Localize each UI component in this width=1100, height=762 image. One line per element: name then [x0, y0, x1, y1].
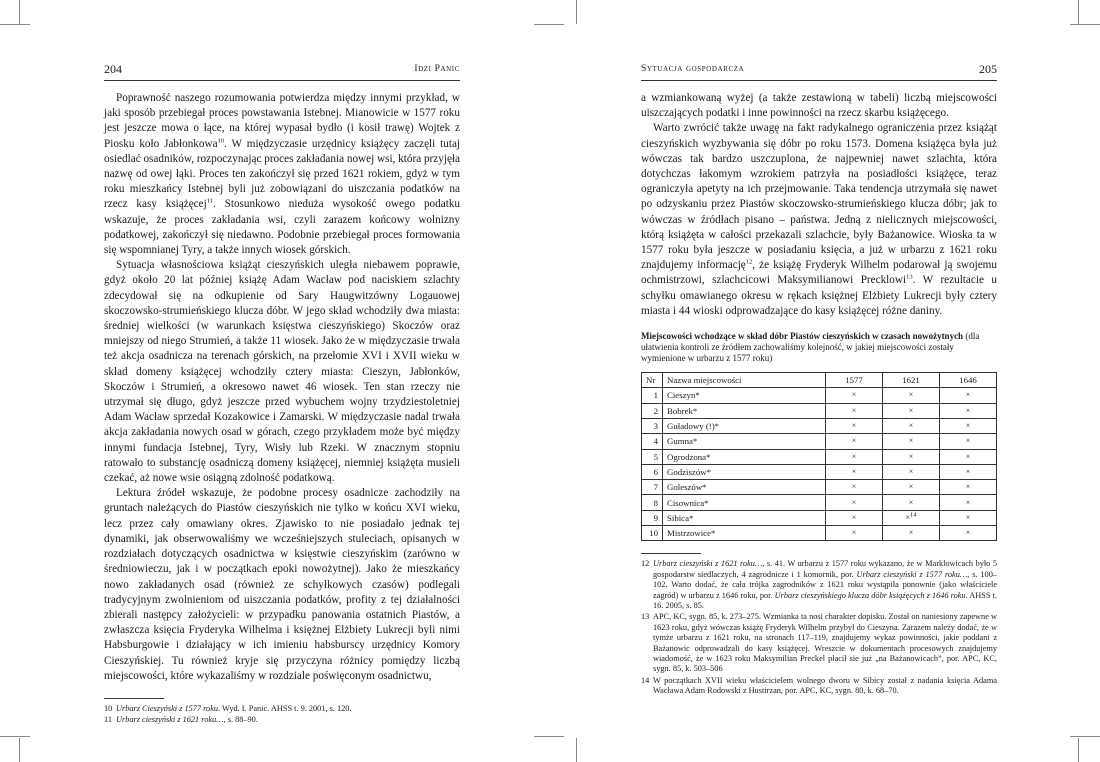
place-name: Ogrodzona* [663, 449, 826, 464]
mark-1577: × [826, 480, 883, 495]
paragraph: Sytuacja własnościowa książąt cieszyńskich uległa niebawem poprawie, gdyż około 20 lat później książę Adam Wacław pod naciskiem szlachty zdecydował się na odkupienie od Sary Haugwitzówny Logauowej skoczowsko-strumieńskiego klucza dóbr. W jego skład wchodziły dwa miasta: średniej wielkości (w warunkach księstwa cieszyńskiego) Skoczów oraz mniejszy od niego Strumień, a także 11 wiosek. Jako że w międzyczasie trwała też akcja osadnicza na terenach górskich, na przełomie XVI i XVII wieku w skład domeny książęcej wchodziły cztery miasta: Cieszyn, Jabłonków, Skoczów i Strumień, a okresowo nawet 46 wiosek. Ten stan rzeczy nie utrzymał się długo, gdyż jeszcze przed wybuchem wojny trzydziestoletniej Adam Wacław sprzedał Kozakowice i Zamarski. W międzyczasie nadal trwała akcja zakładania nowych osad w górach, czego przykładem może być między innymi fundacja Istebnej, Tyry, Wisły lub Rzeki. W znacznym stopniu ratowało to substancję osadniczą domeny książęcej, niemniej książęta musieli czekać, aż nowe wsie osiągną zdolność podatkową. [104, 259, 460, 485]
table-row [642, 526, 997, 541]
mark-1577: × [826, 418, 883, 433]
crop-mark [19, 0, 20, 24]
mark-1577: × [826, 434, 883, 449]
crop-mark [534, 24, 564, 25]
row-number: 4 [642, 434, 663, 449]
crop-mark [0, 736, 30, 737]
place-name: Bobrek* [663, 403, 826, 418]
mark-1621: × [883, 464, 940, 479]
page-body [104, 91, 460, 684]
crop-mark [0, 24, 30, 25]
mark-1621: ×$^{14}$ [883, 510, 940, 525]
footnote-ref: 13 [906, 273, 913, 281]
column-header: 1646 [940, 373, 997, 388]
footnote-rule [104, 698, 164, 699]
row-number: 1 [642, 388, 663, 403]
table-row [642, 449, 997, 464]
row-number: 6 [642, 464, 663, 479]
crop-mark [19, 738, 20, 762]
table-row [642, 464, 997, 479]
mark-1646: × [940, 434, 997, 449]
running-head: Idzi Panic [414, 64, 460, 74]
mark-1646: × [940, 495, 997, 510]
table-row [642, 403, 997, 418]
running-head: Sytuacja gospodarcza [641, 64, 745, 74]
footnote: 11 Urbarz cieszyński z 1621 roku…, s. 88–90. [104, 715, 258, 725]
footnote-ref: 11 [206, 197, 213, 205]
mark-1646: × [940, 418, 997, 433]
mark-1577: × [826, 388, 883, 403]
page-header [104, 62, 460, 81]
row-number: 5 [642, 449, 663, 464]
mark-1646: × [940, 464, 997, 479]
page-header [641, 62, 997, 81]
table-header-row [642, 373, 997, 388]
mark-1646: × [940, 510, 997, 525]
place-name: Gumna* [663, 434, 826, 449]
mark-1646: × [940, 480, 997, 495]
mark-1577: × [826, 495, 883, 510]
table-row [642, 480, 997, 495]
table-row [642, 434, 997, 449]
row-number: 9 [642, 510, 663, 525]
page-number: 205 [979, 62, 997, 76]
row-number: 3 [642, 418, 663, 433]
table-caption: Miejscowości wchodzące w skład dóbr Piastów cieszyńskich w czasach nowożytnych (dla ułatwienia kontroli ze źródłem zachowaliśmy kolejność, w jakiej miejscowości zostały wymienione w urbarzu z 1577 roku) [641, 331, 980, 364]
mark-1621: × [883, 388, 940, 403]
footnote-ref: 12 [745, 258, 753, 266]
place-name: Cieszyn* [663, 388, 826, 403]
mark-1621: × [883, 434, 940, 449]
crop-mark [1070, 736, 1100, 737]
row-number: 10 [642, 526, 663, 541]
page-number: 204 [104, 62, 122, 76]
place-name: Sibica* [663, 510, 826, 525]
footnote: 12 Urbarz cieszyński z 1621 roku…, s. 41. W urbarzu z 1577 roku wykazano, że w Marklowicach było 5 gospodarstw siedlaczych, 4 zagrodnicze i 1 komornik, por. Urbarz cieszyński z 1577 roku…, s. 100–102. Warto dodać, że cała trójka zagrodników z 1621 roku wystąpiła ponownie (jako właściciele zagród) w urbarzu z 1646 roku, por. Urbarz cieszyńskiego klucza dóbr książęcych z 1646 roku. AHSS t. 16. 2005, s. 85. [641, 559, 997, 610]
mark-1646: × [940, 449, 997, 464]
row-number: 7 [642, 480, 663, 495]
footnote: 10 Urbarz Cieszyński z 1577 roku. Wyd. I. Panic. AHSS t. 9. 2001, s. 120. [104, 703, 352, 713]
column-header: 1577 [826, 373, 883, 388]
row-number: 8 [642, 495, 663, 510]
place-name: Mistrzowice* [663, 526, 826, 541]
mark-1577: × [826, 510, 883, 525]
crop-mark [576, 738, 577, 762]
paragraph: Warto zwrócić także uwagę na fakt radykalnego ograniczenia przez książąt cieszyńskich wyzbywania się dóbr po roku 1573. Domena książęca była już wówczas tak bardzo uszczuplona, że najpewniej nawet szlachta, która dotychczas łakomym wzrokiem patrzyła na posiadłości książęce, teraz ograniczyła apetyty na ich przejmowanie. Taka tendencja utrzymała się nawet po odzyskaniu przez Piastów skoczowsko-strumieńskiego klucza dóbr; jak to wówczas w źródłach pisano – państwa. Jedną z nielicznych miejscowości, którą książęta w całości przekazali szlachcie, były Bażanowice. Wioska ta w 1577 roku była jeszcze w posiadaniu księcia, a już w urbarzu z 1621 roku znajdujemy informację$^{12}$, że książę Fryderyk Wilhelm podarował ją swojemu ochmistrzowi, szlachcicowi Maksymilianowi Precklowi$^{13}$. W rezultacie u schyłku omawianego okresu w rękach księżnej Elżbiety Lukrecji były cztery miasta i 44 wioski odprowadzające do kasy książęcej różne daniny. [641, 122, 997, 317]
mark-1577: × [826, 526, 883, 541]
left-page [104, 62, 460, 727]
footnote-ref: 14 [910, 511, 917, 519]
place-name: Goleszów* [663, 480, 826, 495]
footnote: 13 APC, KC, sygn. 85, k. 273–275. Wzmianka ta nosi charakter dopisku. Został on naniesiony zapewne w 1623 roku, gdyż wówczas książę Fryderyk Wilhelm przybył do Cieszyna. Zarazem należy dodać, że w tymże urbarzu z 1621 roku, na stronach 117–119, znajdujemy wykaz powinności, jakie poddani z Bażanowic odprowadzali do kasy książęcej. Wreszcie w dokumentach procesowych znajdujemy wiadomość, że w 1623 roku Maksymilian Preckel płacił sie już „na Bażanowicach”, por. APC, KC, sygn. 85, k. 503–506 [641, 612, 997, 674]
paragraph: a wzmiankowaną wyżej (a także zestawioną w tabeli) liczbą miejscowości uiszczających podatki i inne powinności na rzecz skarbu książęcego. [641, 92, 997, 120]
mark-1577: × [826, 449, 883, 464]
mark-1621: × [883, 526, 940, 541]
crop-mark [534, 736, 564, 737]
paragraph: Lektura źródeł wskazuje, że podobne procesy osadnicze zachodziły na gruntach należących do Piastów cieszyńskich nie tylko w końcu XVI wieku, lecz przez cały omawiany okres. Zjawisko to nie posiadało jednak tej dynamiki, jak obserwowaliśmy we wcześniejszych stuleciach, opisanych w rozdziałach dotyczących osadnictwa w księstwie cieszyńskim (zarówno w średniowieczu, jak i w początkach epoki nowożytnej). Jako że mieszkańcy nowo zakładanych osad (również ze schyłkowych czasów) podlegali tradycyjnym zwolnieniom od uiszczania podatków, profity z tej działalności zbierali następcy założycieli: w przypadku panowania ostatnich Piastów, a zwłaszcza księcia Fryderyka Wilhelma i księżnej Elżbiety Lukrecji byli nimi Habsburgowie i działający w ich imieniu habsburscy urzędnicy Komory Cieszyńskiej. Tu również kryje się przyczyna różnicy pomiędzy liczbą miejscowości, które wykazaliśmy w rozdziale poświęconym osadnictwu, [104, 487, 460, 682]
mark-1646: × [940, 403, 997, 418]
mark-1621: × [883, 418, 940, 433]
crop-mark [1078, 738, 1079, 762]
footnote-ref: 10 [217, 136, 225, 144]
crop-mark [1078, 0, 1079, 24]
mark-1621: × [883, 480, 940, 495]
page-body [641, 91, 997, 319]
table-row [642, 510, 997, 525]
mark-1621: × [883, 449, 940, 464]
mark-1577: × [826, 464, 883, 479]
table-row [642, 418, 997, 433]
mark-1646: × [940, 388, 997, 403]
table-row [642, 388, 997, 403]
mark-1577: × [826, 403, 883, 418]
mark-1621: × [883, 495, 940, 510]
right-page [641, 62, 997, 698]
crop-mark [576, 0, 577, 24]
column-header: Nazwa miejscowości [663, 373, 826, 388]
column-header: 1621 [883, 373, 940, 388]
places-table [641, 372, 997, 541]
footnote-rule [641, 553, 701, 554]
place-name: Guładowy (!)* [663, 418, 826, 433]
crop-mark [1070, 24, 1100, 25]
place-name: Cisownica* [663, 495, 826, 510]
mark-1621: × [883, 403, 940, 418]
place-name: Godziszów* [663, 464, 826, 479]
mark-1646: × [940, 526, 997, 541]
column-header: Nr [642, 373, 663, 388]
row-number: 2 [642, 403, 663, 418]
table-row [642, 495, 997, 510]
paragraph: Poprawność naszego rozumowania potwierdza między innymi przykład, w jaki sposób przebiegał proces powstawania Istebnej. Mianowicie w 1577 roku jest jeszcze mowa o łące, na której wypasał bydło (i kosił trawę) Wojtek z Piosku koło Jabłonkowa$^{10}$. W międzyczasie urzędnicy książęcy zaczęli tutaj osiedlać osadników, rozpoczynając proces zakładania nowej wsi, która przyjęła nazwę od owej łąki. Proces ten zakończył się przed 1621 rokiem, gdyż w tym roku mieszkańcy Istebnej byli już zobowiązani do uiszczania podatków na rzecz kasy książęcej$^{11}$. Stosunkowo niedużа wysokość owego podatku wskazuje, że proces zakładania wsi, czyli zarazem końcowy wolnizny podatkowej, zakończył się niedawno. Podobnie przebiegał proces formowania się wspomnianej Tyry, a także innych wiosek górskich. [104, 92, 461, 257]
footnote: 14 W początkach XVII wieku właścicielem wolnego dworu w Sibicy został z nadania księcia Adama Wacława Adam Rodowski z Hustirzan, por. APC, KC, sygn. 80, k. 68–70. [641, 675, 997, 696]
